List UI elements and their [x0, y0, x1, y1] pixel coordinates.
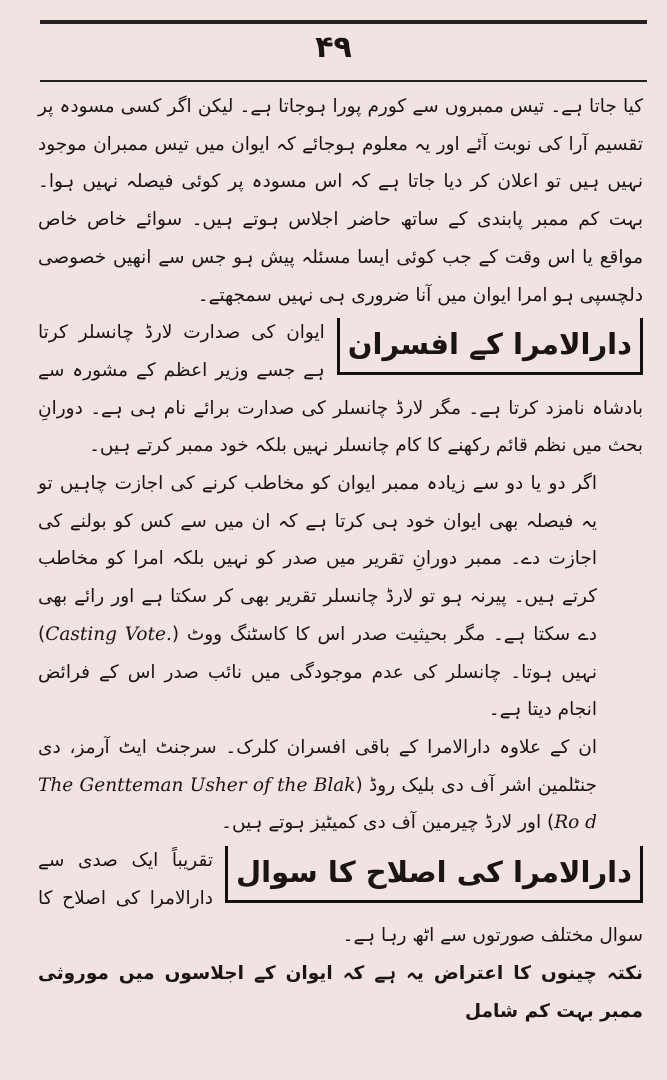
speaking-rules-text-1: اگر دو یا دو سے زیادہ ممبر ایوان کو مخاطب کرنے کی اجازت چاہیں تو یہ فیصلہ بھی ایوان خود ہی کرتا ہے کہ ان میں سے کس کو بولنے کی اجازت دے۔ ممبر دورانِ تقریر میں صدر کو نہیں بلکہ امرا کو مخاطب کرتے ہیں۔ پیرنہ ہو تو لارڈ چانسلر تقریر بھی کر سکتا ہے اور رائے بھی دے سکتا ہے۔ مگر بحیثیت صدر اس کا کاسٹنگ ووٹ (: [38, 473, 598, 645]
speaking-rules-text-2: ) نہیں ہوتا۔ چانسلر کی عدم موجودگی میں نائب صدر اس کے فرائض انجام دیتا ہے۔: [38, 623, 597, 721]
page-number: ۴۹: [315, 30, 352, 65]
paragraph-lord-chancellor-text: ایوان کی صدارت لارڈ چانسلر کرتا ہے جسے وزیر اعظم کے مشورہ سے بادشاہ نامزد کرتا ہے۔ مگر لارڈ چانسلر کی صدارت برائے نام ہی ہے۔ دورانِ بحث میں نظم قائم رکھنے کا کام چانسلر نہیں بلکہ خود ممبر کرتے ہیں۔: [38, 322, 643, 457]
page-body: [38, 88, 643, 1074]
top-rule: [40, 20, 647, 24]
paragraph-reform: [38, 842, 643, 955]
paragraph-reform-text: تقریباً ایک صدی سے دارالامرا کی اصلاح کا سوال مختلف صورتوں سے اٹھ رہا ہے۔: [38, 850, 643, 947]
paragraph-critics: نکتہ چینوں کا اعتراض یہ ہے کہ ایوان کے اجلاسوں میں موروثی ممبر بہت کم شامل: [38, 963, 643, 1022]
paragraph-quorum: کیا جاتا ہے۔ تیس ممبروں سے کورم پورا ہوجاتا ہے۔ لیکن اگر کسی مسودہ پر تقسیم آرا کی نوبت آئے اور یہ معلوم ہوجائے کہ ایوان میں تیس ممبران موجود نہیں ہیں تو اعلان کر دیا جاتا ہے کہ اس مسودہ پر کوئی فیصلہ نہیں ہوا۔ بہت کم ممبر پابندی کے ساتھ حاضر اجلاس ہوتے ہیں۔ سوائے خاص خاص مواقع یا اس وقت کے جب کوئی ایسا مسئلہ پیش ہو جس سے انھیں خصوصی دلچسپی ہو امرا ایوان میں آنا ضروری ہی نہیں سمجھتے۔: [38, 96, 643, 306]
casting-vote-term: Casting Vote.: [45, 623, 172, 645]
section-heading-officers: دارالامرا کے افسران: [337, 318, 643, 375]
header-rule: [40, 80, 647, 82]
other-officers-text-2: ) اور لارڈ چیرمین آف دی کمیٹیز ہوتے ہیں۔: [221, 812, 555, 834]
other-officers-text-1: ان کے علاوہ دارالامرا کے باقی افسران کلرک۔ سرجنٹ ایٹ آرمز، دی جنٹلمین اشر آف دی بلیک روڈ (: [38, 736, 597, 796]
black-rod-term: Blak Ro d: [313, 774, 597, 834]
section-heading-reform: دارالامرا کی اصلاح کا سوال: [225, 846, 643, 903]
paragraph-speaking-rules: [38, 465, 643, 729]
gentleman-usher-term: The Gentteman Usher of the: [38, 774, 308, 796]
paragraph-other-officers: [38, 729, 643, 842]
paragraph-lord-chancellor: [38, 314, 643, 465]
